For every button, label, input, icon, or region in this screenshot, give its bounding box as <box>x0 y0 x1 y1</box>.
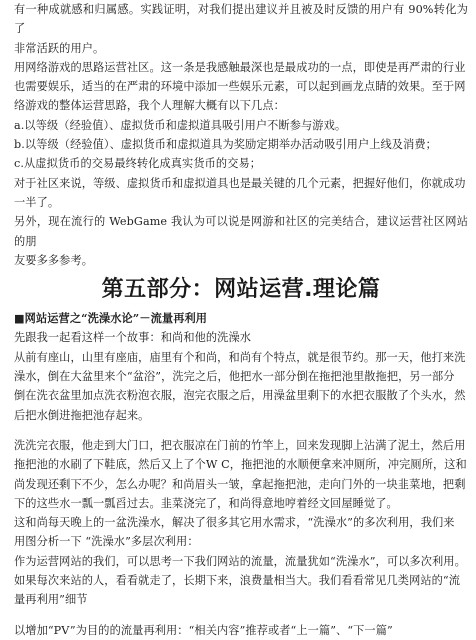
paragraph-line: 另外，现在流行的 WebGame 我认为可以说是网游和社区的完美结合，建议运营社区网站的朋 <box>14 215 468 248</box>
paragraph-line: 先跟我一起看这样一个故事：和尚和他的洗澡水 <box>14 331 252 345</box>
paragraph-line: 络游戏的整体运营思路，我个人理解大概有以下几点： <box>14 99 285 113</box>
paragraph-line: 友要多多参考。 <box>14 253 94 267</box>
paragraph-line: 如果每次来站的人，看看就走了，长期下来，浪费量相当大。我们看看常见几类网站的“流 <box>14 574 461 588</box>
paragraph-line: 用图分析一下 “洗澡水”多层次利用： <box>14 535 199 549</box>
paragraph-gap <box>14 425 468 436</box>
paragraph-line: 倒在洗衣盆里加点洗衣粉泡衣服，泡完衣服之后，用澡盆里剩下的水把衣服散了个头水，然 <box>14 389 466 403</box>
paragraph-line: 有一种成就感和归属感。实践证明，对我们提出建议并且被及时反馈的用户有 90%转化为了 <box>14 3 468 36</box>
paragraph-line: 用网络游戏的思路运营社区。这一条是我感触最深也是最成功的一点，即使是再严肃的行业 <box>14 60 466 74</box>
list-item-a: a.以等级（经验值）、虚拟货币和虚拟道具吸引用户不断参与游戏。 <box>14 118 347 132</box>
list-item-b: b.以等级（经验值）、虚拟货币和虚拟道具为奖励定期举办活动吸引用户上线及消费； <box>14 138 437 152</box>
document-page <box>14 0 468 640</box>
paragraph-gap <box>14 610 468 621</box>
paragraph-line: 拖把池的水刷了下鞋底，然后又上了个W C，拖把池的水顺便拿来冲厕所，冲完厕所，这和 <box>14 458 467 472</box>
subsection-heading: ■网站运营之“洗澡水论”－流量再利用 <box>14 311 208 326</box>
paragraph-line: 下的这些水一瓢一瓢舀过去。韭菜浇完了，和尚得意地哼着经文回屋睡觉了。 <box>14 496 398 510</box>
paragraph-line: 从前有座山，山里有座庙，庙里有个和尚，和尚有个特点，就是很节约。那一天，他打来洗 <box>14 350 466 364</box>
paragraph-line: 澡水，倒在大盆里来个“盆浴”，洗完之后，他把水一部分倒在拖把池里散拖把，另一部分 <box>14 370 455 384</box>
paragraph-line: 这和尚每天晚上的一盆洗澡水，解决了很多其它用水需求，“洗澡水”的多次利用，我们来 <box>14 516 455 530</box>
paragraph-line: 对于社区来说，等级、虚拟货币和虚拟道具也是最关键的几个元素，把握好他们，你就成功 <box>14 176 466 190</box>
list-item-c: c.从虚拟货币的交易最终转化成真实货币的交易； <box>14 157 262 171</box>
paragraph-line: 非常活跃的用户。 <box>14 41 105 55</box>
paragraph-line: 量再利用”细节 <box>14 593 88 607</box>
paragraph-line: 作为运营网站的我们，可以思考一下我们网站的流量，流量犹如“洗澡水”，可以多次利用。 <box>14 554 466 568</box>
paragraph-line: 后把水倒进拖把池存起来。 <box>14 408 150 422</box>
paragraph-line: 一半了。 <box>14 195 60 209</box>
section-title: 第五部分：网站运营.理论篇 <box>101 277 381 303</box>
paragraph-line: 尚发现还剩下不少，怎么办呢？和尚眉头一皱，拿起拖把池，走向门外的一块韭菜地，把剩 <box>14 477 466 491</box>
paragraph-line: 洗洗完衣服，他走到大门口，把衣服凉在门前的竹竿上，回来发现脚上沾满了泥土，然后用 <box>14 438 466 452</box>
paragraph-line: 以增加“PV”为目的的流量再利用：“相关内容”推荐或者“上一篇”、“下一篇” <box>14 623 393 637</box>
paragraph-line: 也需要娱乐，适当的在严肃的环境中添加一些娱乐元素，可以起到画龙点睛的效果。至于网 <box>14 80 466 94</box>
